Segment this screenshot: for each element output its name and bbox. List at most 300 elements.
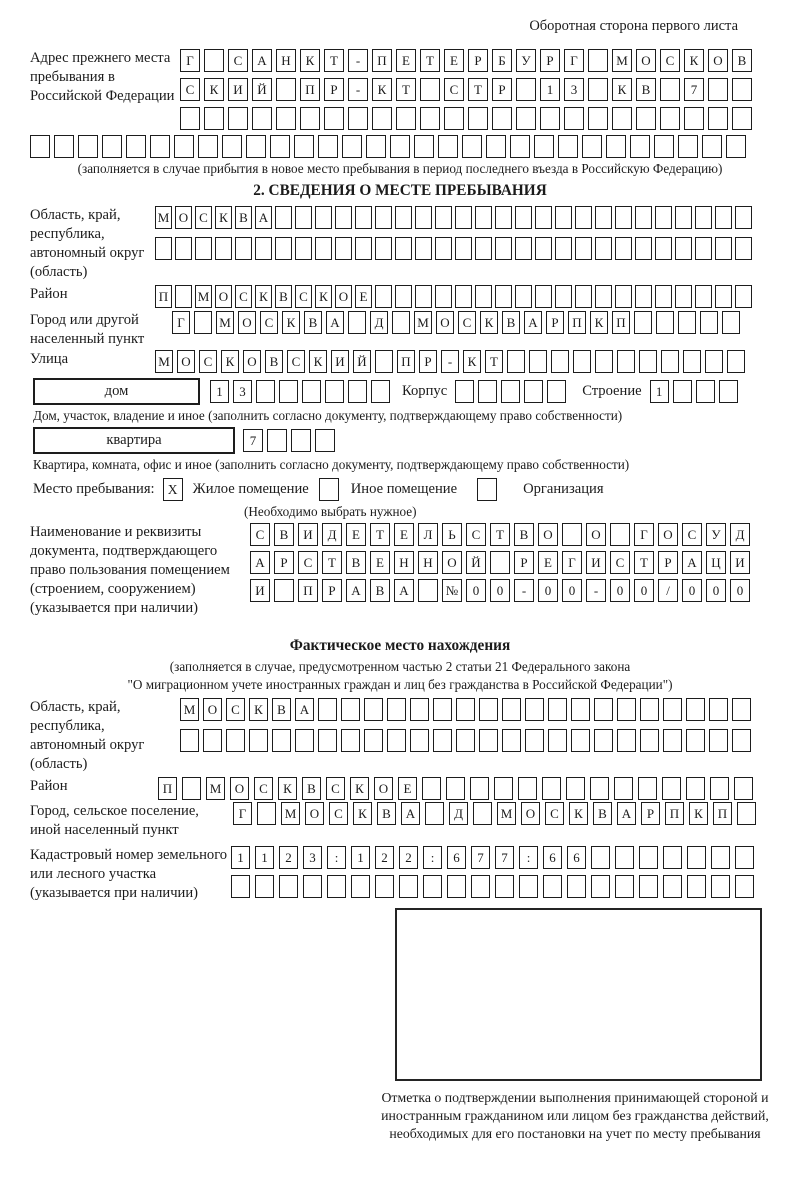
- char-cell[interactable]: С: [250, 523, 270, 546]
- char-cell[interactable]: Е: [444, 49, 464, 72]
- char-cell[interactable]: В: [502, 311, 520, 334]
- char-cell[interactable]: [475, 206, 492, 229]
- char-cell[interactable]: :: [327, 846, 346, 869]
- char-cell[interactable]: [418, 579, 438, 602]
- char-cell[interactable]: Й: [252, 78, 272, 101]
- char-cell[interactable]: :: [519, 846, 538, 869]
- char-cell[interactable]: [255, 237, 272, 260]
- char-cell[interactable]: У: [706, 523, 726, 546]
- char-cell[interactable]: [595, 237, 612, 260]
- char-cell[interactable]: Р: [322, 579, 342, 602]
- char-cell[interactable]: [735, 285, 752, 308]
- char-cell[interactable]: 1: [210, 380, 229, 403]
- char-cell[interactable]: Д: [449, 802, 468, 825]
- char-cell[interactable]: [571, 729, 590, 752]
- char-cell[interactable]: 0: [706, 579, 726, 602]
- char-cell[interactable]: К: [221, 350, 239, 373]
- char-cell[interactable]: [272, 729, 291, 752]
- char-cell[interactable]: [708, 78, 728, 101]
- char-cell[interactable]: О: [708, 49, 728, 72]
- char-cell[interactable]: 0: [610, 579, 630, 602]
- char-cell[interactable]: -: [514, 579, 534, 602]
- char-cell[interactable]: [318, 698, 337, 721]
- char-cell[interactable]: К: [372, 78, 392, 101]
- char-cell[interactable]: [54, 135, 74, 158]
- char-cell[interactable]: [351, 875, 370, 898]
- char-cell[interactable]: [315, 237, 332, 260]
- char-cell[interactable]: [194, 311, 212, 334]
- char-cell[interactable]: О: [230, 777, 249, 800]
- char-cell[interactable]: [246, 135, 266, 158]
- char-cell[interactable]: [684, 107, 704, 130]
- char-cell[interactable]: [396, 107, 416, 130]
- char-cell[interactable]: [475, 285, 492, 308]
- char-cell[interactable]: [535, 206, 552, 229]
- char-cell[interactable]: [726, 135, 746, 158]
- char-cell[interactable]: [228, 107, 248, 130]
- char-cell[interactable]: [204, 107, 224, 130]
- char-cell[interactable]: [198, 135, 218, 158]
- char-cell[interactable]: А: [617, 802, 636, 825]
- char-cell[interactable]: О: [215, 285, 232, 308]
- char-cell[interactable]: М: [155, 206, 172, 229]
- char-cell[interactable]: О: [177, 350, 195, 373]
- char-cell[interactable]: Т: [370, 523, 390, 546]
- char-cell[interactable]: О: [175, 206, 192, 229]
- char-cell[interactable]: С: [235, 285, 252, 308]
- char-cell[interactable]: [709, 729, 728, 752]
- char-cell[interactable]: [102, 135, 122, 158]
- char-cell[interactable]: К: [300, 49, 320, 72]
- char-cell[interactable]: [155, 237, 172, 260]
- char-cell[interactable]: 3: [564, 78, 584, 101]
- char-cell[interactable]: [635, 285, 652, 308]
- char-cell[interactable]: [150, 135, 170, 158]
- char-cell[interactable]: [495, 285, 512, 308]
- char-cell[interactable]: [516, 78, 536, 101]
- char-cell[interactable]: [415, 206, 432, 229]
- char-cell[interactable]: [249, 729, 268, 752]
- char-cell[interactable]: Е: [355, 285, 372, 308]
- char-cell[interactable]: Д: [730, 523, 750, 546]
- char-cell[interactable]: [710, 777, 729, 800]
- char-cell[interactable]: [275, 237, 292, 260]
- char-cell[interactable]: 0: [490, 579, 510, 602]
- char-cell[interactable]: К: [204, 78, 224, 101]
- char-cell[interactable]: [617, 350, 635, 373]
- char-cell[interactable]: Й: [466, 551, 486, 574]
- char-cell[interactable]: 6: [543, 846, 562, 869]
- char-cell[interactable]: А: [326, 311, 344, 334]
- char-cell[interactable]: [683, 350, 701, 373]
- char-cell[interactable]: [656, 311, 674, 334]
- char-cell[interactable]: О: [436, 311, 454, 334]
- char-cell[interactable]: [687, 875, 706, 898]
- char-cell[interactable]: [342, 135, 362, 158]
- char-cell[interactable]: [655, 285, 672, 308]
- char-cell[interactable]: [335, 237, 352, 260]
- char-cell[interactable]: [387, 698, 406, 721]
- char-cell[interactable]: [615, 237, 632, 260]
- char-cell[interactable]: [630, 135, 650, 158]
- char-cell[interactable]: [255, 875, 274, 898]
- char-cell[interactable]: [575, 237, 592, 260]
- char-cell[interactable]: [639, 846, 658, 869]
- char-cell[interactable]: [203, 729, 222, 752]
- char-cell[interactable]: 1: [540, 78, 560, 101]
- checkbox-inoe[interactable]: [319, 478, 339, 501]
- char-cell[interactable]: [438, 135, 458, 158]
- char-cell[interactable]: О: [203, 698, 222, 721]
- char-cell[interactable]: [590, 777, 609, 800]
- char-cell[interactable]: [663, 875, 682, 898]
- char-cell[interactable]: С: [226, 698, 245, 721]
- char-cell[interactable]: П: [298, 579, 318, 602]
- char-cell[interactable]: [446, 777, 465, 800]
- char-cell[interactable]: [174, 135, 194, 158]
- checkbox-zhiloe[interactable]: X: [163, 478, 183, 501]
- char-cell[interactable]: [686, 729, 705, 752]
- char-cell[interactable]: [433, 729, 452, 752]
- char-cell[interactable]: [425, 802, 444, 825]
- char-cell[interactable]: [295, 729, 314, 752]
- char-cell[interactable]: [318, 135, 338, 158]
- char-cell[interactable]: Т: [420, 49, 440, 72]
- char-cell[interactable]: [501, 380, 520, 403]
- char-cell[interactable]: [341, 729, 360, 752]
- char-cell[interactable]: И: [250, 579, 270, 602]
- char-cell[interactable]: А: [524, 311, 542, 334]
- char-cell[interactable]: [708, 107, 728, 130]
- char-cell[interactable]: [727, 350, 745, 373]
- char-cell[interactable]: [470, 777, 489, 800]
- char-cell[interactable]: [276, 107, 296, 130]
- char-cell[interactable]: [638, 777, 657, 800]
- char-cell[interactable]: [175, 285, 192, 308]
- char-cell[interactable]: С: [458, 311, 476, 334]
- char-cell[interactable]: -: [441, 350, 459, 373]
- char-cell[interactable]: [502, 698, 521, 721]
- char-cell[interactable]: Т: [468, 78, 488, 101]
- char-cell[interactable]: К: [463, 350, 481, 373]
- char-cell[interactable]: [302, 380, 321, 403]
- char-cell[interactable]: [617, 698, 636, 721]
- char-cell[interactable]: [732, 698, 751, 721]
- char-cell[interactable]: [529, 350, 547, 373]
- char-cell[interactable]: [591, 846, 610, 869]
- char-cell[interactable]: Г: [562, 551, 582, 574]
- char-cell[interactable]: [519, 875, 538, 898]
- char-cell[interactable]: П: [300, 78, 320, 101]
- char-cell[interactable]: [390, 135, 410, 158]
- char-cell[interactable]: [479, 729, 498, 752]
- char-cell[interactable]: [492, 107, 512, 130]
- char-cell[interactable]: [478, 380, 497, 403]
- char-cell[interactable]: [566, 777, 585, 800]
- char-cell[interactable]: [303, 875, 322, 898]
- char-cell[interactable]: :: [423, 846, 442, 869]
- char-cell[interactable]: О: [238, 311, 256, 334]
- char-cell[interactable]: У: [516, 49, 536, 72]
- char-cell[interactable]: С: [545, 802, 564, 825]
- char-cell[interactable]: [735, 237, 752, 260]
- char-cell[interactable]: [447, 875, 466, 898]
- char-cell[interactable]: [606, 135, 626, 158]
- char-cell[interactable]: [564, 107, 584, 130]
- char-cell[interactable]: [678, 135, 698, 158]
- char-cell[interactable]: 6: [447, 846, 466, 869]
- char-cell[interactable]: Е: [396, 49, 416, 72]
- char-cell[interactable]: А: [682, 551, 702, 574]
- char-cell[interactable]: [575, 206, 592, 229]
- char-cell[interactable]: Т: [324, 49, 344, 72]
- char-cell[interactable]: А: [255, 206, 272, 229]
- char-cell[interactable]: О: [586, 523, 606, 546]
- char-cell[interactable]: [639, 875, 658, 898]
- char-cell[interactable]: В: [235, 206, 252, 229]
- char-cell[interactable]: 1: [255, 846, 274, 869]
- char-cell[interactable]: О: [305, 802, 324, 825]
- char-cell[interactable]: И: [331, 350, 349, 373]
- char-cell[interactable]: [634, 311, 652, 334]
- char-cell[interactable]: [695, 285, 712, 308]
- char-cell[interactable]: В: [732, 49, 752, 72]
- char-cell[interactable]: [614, 777, 633, 800]
- char-cell[interactable]: [695, 206, 712, 229]
- char-cell[interactable]: К: [350, 777, 369, 800]
- char-cell[interactable]: №: [442, 579, 462, 602]
- char-cell[interactable]: [276, 78, 296, 101]
- char-cell[interactable]: [182, 777, 201, 800]
- char-cell[interactable]: С: [180, 78, 200, 101]
- char-cell[interactable]: [495, 206, 512, 229]
- char-cell[interactable]: В: [370, 579, 390, 602]
- char-cell[interactable]: [455, 206, 472, 229]
- char-cell[interactable]: [502, 729, 521, 752]
- char-cell[interactable]: С: [326, 777, 345, 800]
- char-cell[interactable]: [595, 285, 612, 308]
- char-cell[interactable]: [420, 107, 440, 130]
- char-cell[interactable]: [515, 206, 532, 229]
- char-cell[interactable]: [702, 135, 722, 158]
- char-cell[interactable]: [516, 107, 536, 130]
- char-cell[interactable]: [615, 206, 632, 229]
- char-cell[interactable]: Р: [658, 551, 678, 574]
- char-cell[interactable]: [555, 206, 572, 229]
- char-cell[interactable]: О: [442, 551, 462, 574]
- char-cell[interactable]: С: [610, 551, 630, 574]
- char-cell[interactable]: 0: [634, 579, 654, 602]
- char-cell[interactable]: К: [255, 285, 272, 308]
- char-cell[interactable]: [486, 135, 506, 158]
- char-cell[interactable]: [535, 237, 552, 260]
- char-cell[interactable]: П: [713, 802, 732, 825]
- char-cell[interactable]: [30, 135, 50, 158]
- char-cell[interactable]: [615, 875, 634, 898]
- char-cell[interactable]: В: [272, 698, 291, 721]
- char-cell[interactable]: М: [497, 802, 516, 825]
- char-cell[interactable]: [735, 875, 754, 898]
- char-cell[interactable]: [635, 237, 652, 260]
- char-cell[interactable]: 0: [730, 579, 750, 602]
- char-cell[interactable]: [275, 206, 292, 229]
- char-cell[interactable]: Д: [370, 311, 388, 334]
- char-cell[interactable]: [595, 206, 612, 229]
- char-cell[interactable]: К: [278, 777, 297, 800]
- char-cell[interactable]: 1: [351, 846, 370, 869]
- char-cell[interactable]: [640, 698, 659, 721]
- char-cell[interactable]: /: [658, 579, 678, 602]
- char-cell[interactable]: [355, 206, 372, 229]
- char-cell[interactable]: Д: [322, 523, 342, 546]
- char-cell[interactable]: В: [265, 350, 283, 373]
- char-cell[interactable]: [455, 237, 472, 260]
- char-cell[interactable]: Г: [172, 311, 190, 334]
- char-cell[interactable]: Л: [418, 523, 438, 546]
- char-cell[interactable]: А: [394, 579, 414, 602]
- char-cell[interactable]: [327, 875, 346, 898]
- char-cell[interactable]: М: [180, 698, 199, 721]
- char-cell[interactable]: [507, 350, 525, 373]
- char-cell[interactable]: [435, 206, 452, 229]
- char-cell[interactable]: [686, 698, 705, 721]
- char-cell[interactable]: С: [295, 285, 312, 308]
- char-cell[interactable]: И: [730, 551, 750, 574]
- char-cell[interactable]: Г: [180, 49, 200, 72]
- char-cell[interactable]: [364, 698, 383, 721]
- char-cell[interactable]: О: [335, 285, 352, 308]
- char-cell[interactable]: 1: [650, 380, 669, 403]
- char-cell[interactable]: [734, 777, 753, 800]
- char-cell[interactable]: [420, 78, 440, 101]
- char-cell[interactable]: Р: [514, 551, 534, 574]
- char-cell[interactable]: [355, 237, 372, 260]
- char-cell[interactable]: К: [249, 698, 268, 721]
- char-cell[interactable]: О: [538, 523, 558, 546]
- char-cell[interactable]: [515, 237, 532, 260]
- char-cell[interactable]: Ь: [442, 523, 462, 546]
- char-cell[interactable]: -: [348, 78, 368, 101]
- char-cell[interactable]: М: [281, 802, 300, 825]
- char-cell[interactable]: 7: [243, 429, 263, 452]
- char-cell[interactable]: М: [155, 350, 173, 373]
- char-cell[interactable]: [571, 698, 590, 721]
- char-cell[interactable]: [535, 285, 552, 308]
- char-cell[interactable]: [555, 285, 572, 308]
- char-cell[interactable]: [375, 285, 392, 308]
- char-cell[interactable]: Р: [274, 551, 294, 574]
- char-cell[interactable]: [700, 311, 718, 334]
- char-cell[interactable]: [709, 698, 728, 721]
- char-cell[interactable]: [495, 237, 512, 260]
- char-cell[interactable]: Н: [418, 551, 438, 574]
- char-cell[interactable]: [392, 311, 410, 334]
- checkbox-organizatsiya[interactable]: [477, 478, 497, 501]
- char-cell[interactable]: [257, 802, 276, 825]
- char-cell[interactable]: К: [480, 311, 498, 334]
- char-cell[interactable]: А: [295, 698, 314, 721]
- char-cell[interactable]: [588, 78, 608, 101]
- char-cell[interactable]: П: [568, 311, 586, 334]
- char-cell[interactable]: -: [586, 579, 606, 602]
- char-cell[interactable]: П: [372, 49, 392, 72]
- char-cell[interactable]: [348, 380, 367, 403]
- char-cell[interactable]: Т: [634, 551, 654, 574]
- char-cell[interactable]: А: [250, 551, 270, 574]
- char-cell[interactable]: А: [346, 579, 366, 602]
- char-cell[interactable]: [588, 107, 608, 130]
- char-cell[interactable]: [180, 729, 199, 752]
- char-cell[interactable]: [456, 729, 475, 752]
- char-cell[interactable]: 2: [279, 846, 298, 869]
- char-cell[interactable]: [686, 777, 705, 800]
- char-cell[interactable]: 7: [471, 846, 490, 869]
- char-cell[interactable]: [375, 875, 394, 898]
- char-cell[interactable]: [455, 380, 474, 403]
- char-cell[interactable]: [495, 875, 514, 898]
- char-cell[interactable]: [735, 206, 752, 229]
- char-cell[interactable]: [180, 107, 200, 130]
- char-cell[interactable]: [673, 380, 692, 403]
- char-cell[interactable]: С: [329, 802, 348, 825]
- char-cell[interactable]: [636, 107, 656, 130]
- char-cell[interactable]: К: [590, 311, 608, 334]
- char-cell[interactable]: [515, 285, 532, 308]
- char-cell[interactable]: [387, 729, 406, 752]
- char-cell[interactable]: [525, 729, 544, 752]
- char-cell[interactable]: О: [243, 350, 261, 373]
- char-cell[interactable]: [204, 49, 224, 72]
- char-cell[interactable]: К: [353, 802, 372, 825]
- char-cell[interactable]: [335, 206, 352, 229]
- char-cell[interactable]: [471, 875, 490, 898]
- char-cell[interactable]: В: [377, 802, 396, 825]
- char-cell[interactable]: [395, 285, 412, 308]
- char-cell[interactable]: [375, 350, 393, 373]
- char-cell[interactable]: [678, 311, 696, 334]
- char-cell[interactable]: О: [636, 49, 656, 72]
- char-cell[interactable]: [195, 237, 212, 260]
- char-cell[interactable]: [479, 698, 498, 721]
- char-cell[interactable]: [567, 875, 586, 898]
- char-cell[interactable]: [456, 698, 475, 721]
- char-cell[interactable]: К: [684, 49, 704, 72]
- char-cell[interactable]: [610, 523, 630, 546]
- char-cell[interactable]: 0: [562, 579, 582, 602]
- char-cell[interactable]: [640, 729, 659, 752]
- char-cell[interactable]: 6: [567, 846, 586, 869]
- char-cell[interactable]: [562, 523, 582, 546]
- char-cell[interactable]: Б: [492, 49, 512, 72]
- char-cell[interactable]: М: [414, 311, 432, 334]
- char-cell[interactable]: [615, 846, 634, 869]
- char-cell[interactable]: [455, 285, 472, 308]
- char-cell[interactable]: [548, 729, 567, 752]
- char-cell[interactable]: [375, 237, 392, 260]
- char-cell[interactable]: Т: [322, 551, 342, 574]
- char-cell[interactable]: [410, 698, 429, 721]
- char-cell[interactable]: [510, 135, 530, 158]
- char-cell[interactable]: Р: [324, 78, 344, 101]
- char-cell[interactable]: [675, 237, 692, 260]
- char-cell[interactable]: Т: [485, 350, 503, 373]
- char-cell[interactable]: 3: [303, 846, 322, 869]
- char-cell[interactable]: П: [612, 311, 630, 334]
- char-cell[interactable]: -: [348, 49, 368, 72]
- char-cell[interactable]: 0: [682, 579, 702, 602]
- char-cell[interactable]: М: [206, 777, 225, 800]
- char-cell[interactable]: [274, 579, 294, 602]
